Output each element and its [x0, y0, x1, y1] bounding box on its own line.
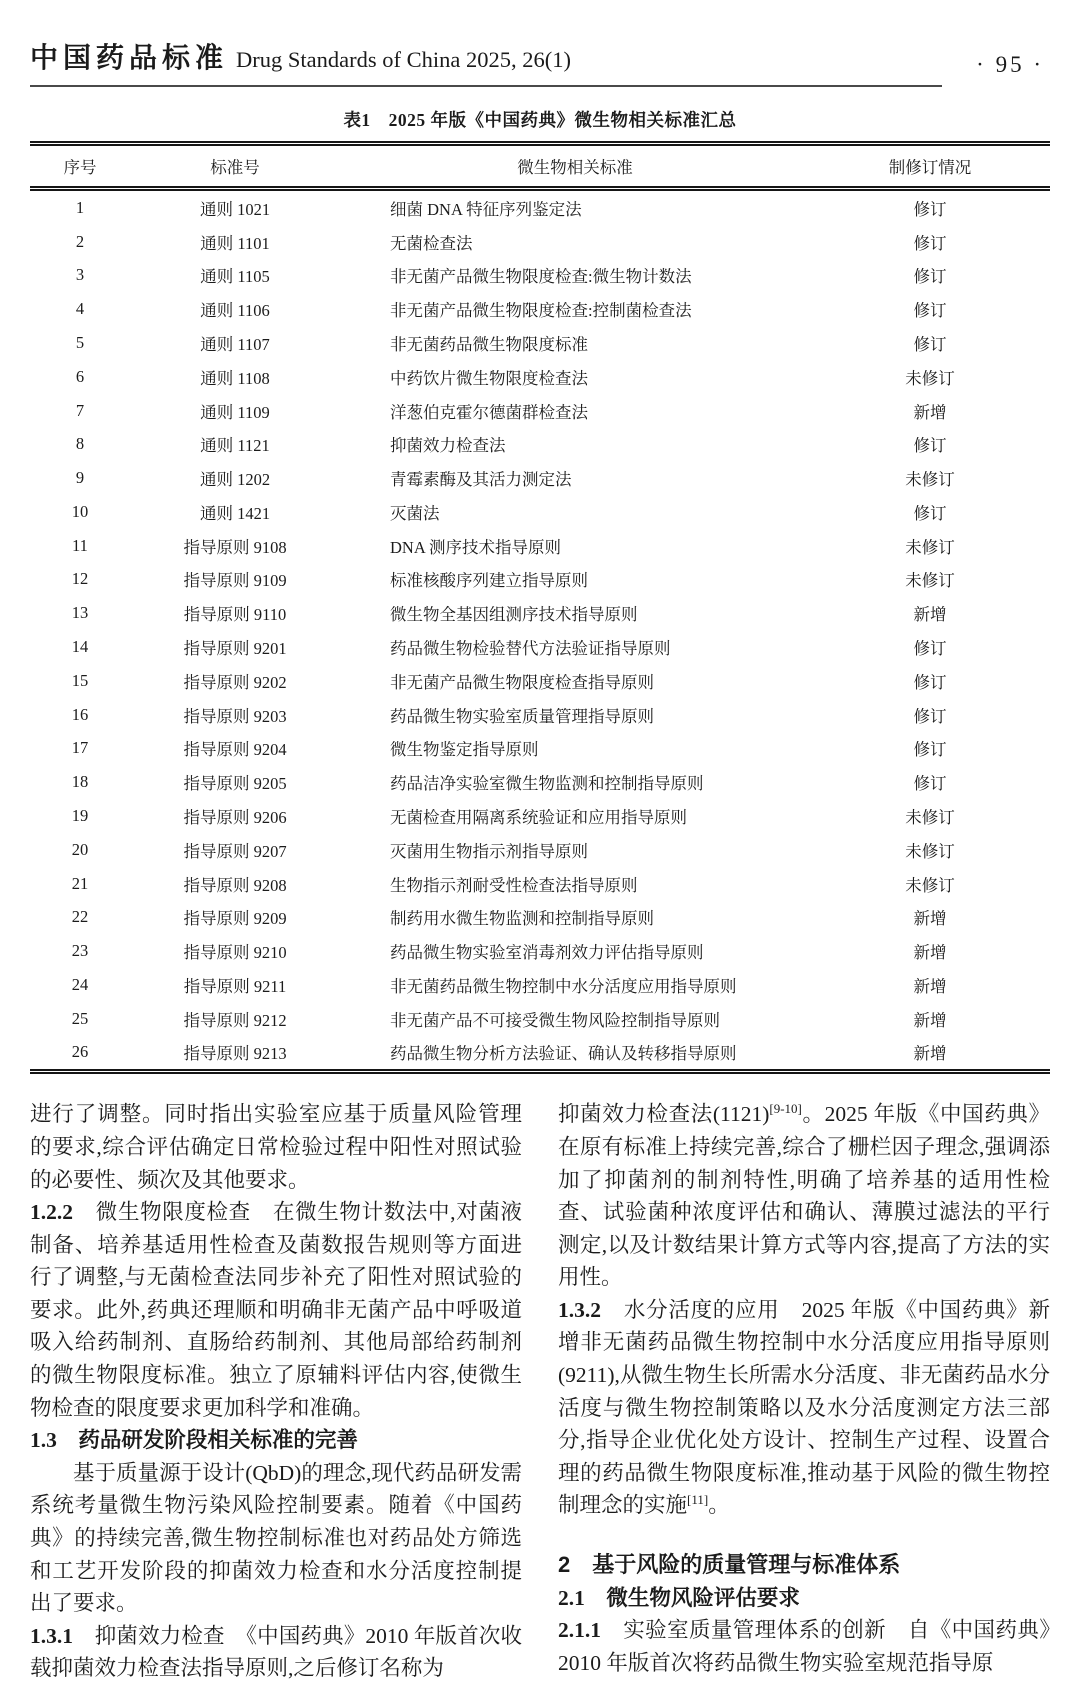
- cell-serial: 19: [71, 805, 89, 825]
- cell-standard-no: 通则 1421: [199, 503, 271, 523]
- cell-standard-no: 通则 1202: [199, 470, 271, 490]
- cell-standard-no: 通则 1021: [199, 199, 271, 219]
- text-run: 。: [708, 1493, 730, 1518]
- page-number: · 95 ·: [976, 52, 1044, 77]
- heading-number: 2.1: [558, 1585, 585, 1610]
- subsection-heading: [30, 1424, 522, 1457]
- cell-standard-name: DNA 测序技术指导原则: [390, 537, 561, 557]
- table-row: [30, 630, 1050, 664]
- cell-standard-name: 非无菌药品微生物控制中水分活度应用指导原则: [390, 976, 737, 996]
- cell-status: 未修订: [905, 537, 955, 557]
- cell-standard-no: 指导原则 9206: [183, 807, 287, 827]
- cell-serial: 13: [71, 603, 89, 623]
- heading-number: 1.3: [30, 1428, 57, 1453]
- cell-standard-no: 指导原则 9203: [183, 706, 287, 726]
- cell-standard-no: 指导原则 9110: [183, 605, 287, 625]
- table-row: [30, 799, 1050, 833]
- text-run: 进行了调整。同时指出实验室应基于质量风险管理的要求,综合评估确定日常检验过程中阳性对照试验的必要性、频次及其他要求。: [30, 1102, 522, 1192]
- cell-serial: 5: [75, 333, 85, 353]
- table-row: [30, 563, 1050, 597]
- table-row: [30, 326, 1050, 360]
- cell-standard-name: 青霉素酶及其活力测定法: [390, 470, 572, 490]
- table-row: [30, 259, 1050, 293]
- table-row: [30, 427, 1050, 461]
- cell-status: 新增: [913, 1010, 947, 1030]
- cell-serial: 12: [71, 569, 89, 589]
- cell-standard-name: 生物指示剂耐受性检查法指导原则: [390, 875, 638, 895]
- cell-standard-no: 通则 1101: [200, 233, 270, 253]
- cell-status: 未修订: [905, 470, 955, 490]
- table-row: [30, 1036, 1050, 1072]
- text-run: 抑菌效力检查法(1121): [558, 1102, 770, 1127]
- cell-standard-no: 通则 1121: [200, 436, 270, 456]
- cell-serial: 21: [71, 873, 89, 893]
- cell-status: 新增: [913, 943, 947, 963]
- cell-status: 修订: [913, 335, 947, 355]
- cell-standard-name: 非无菌产品微生物限度检查指导原则: [390, 672, 654, 692]
- journal-title-en: Drug Standards of China 2025, 26(1): [236, 47, 571, 72]
- cell-serial: 26: [71, 1042, 89, 1062]
- cell-standard-name: 无菌检查法: [390, 233, 473, 253]
- table-row: [30, 529, 1050, 563]
- cell-serial: 10: [71, 501, 89, 521]
- heading-number: 2: [558, 1552, 571, 1578]
- right-text-column: [558, 1098, 1050, 1685]
- table-row: [30, 833, 1050, 867]
- paragraph: [30, 1620, 522, 1685]
- cell-standard-no: 通则 1105: [200, 267, 270, 287]
- cell-serial: 3: [75, 265, 85, 285]
- cell-standard-no: 指导原则 9208: [183, 875, 287, 895]
- heading-number: 1.2.2: [30, 1200, 73, 1225]
- cell-standard-name: 灭菌用生物指示剂指导原则: [390, 841, 588, 861]
- cell-status: 未修订: [905, 875, 955, 895]
- cell-serial: 20: [71, 839, 89, 859]
- paragraph: [30, 1098, 522, 1196]
- cell-status: 新增: [913, 976, 947, 996]
- left-text-column: [30, 1098, 522, 1685]
- cell-serial: 18: [71, 772, 89, 792]
- cell-standard-no: 指导原则 9205: [183, 774, 287, 794]
- table-row: [30, 968, 1050, 1002]
- cell-standard-name: 非无菌产品不可接受微生物风险控制指导原则: [390, 1010, 720, 1030]
- cell-standard-no: 指导原则 9209: [183, 909, 287, 929]
- cell-standard-no: 指导原则 9109: [183, 571, 287, 591]
- table-row: [30, 934, 1050, 968]
- heading-number: 微生物风险评估要求: [584, 1585, 800, 1610]
- cell-standard-no: 通则 1108: [200, 368, 270, 388]
- cell-status: 未修订: [905, 571, 955, 591]
- cell-serial: 11: [72, 535, 88, 555]
- cell-status: 未修订: [905, 841, 955, 861]
- standards-table: [30, 141, 1050, 1074]
- cell-standard-name: 非无菌产品微生物限度检查:控制菌检查法: [390, 301, 692, 321]
- cell-status: 新增: [913, 1044, 947, 1064]
- cell-standard-name: 非无菌产品微生物限度检查:微生物计数法: [390, 267, 692, 287]
- cell-standard-name: 洋葱伯克霍尔德菌群检查法: [390, 402, 588, 422]
- table-row: [30, 189, 1050, 225]
- cell-serial: 7: [75, 400, 85, 420]
- cell-status: 新增: [913, 402, 947, 422]
- cell-standard-no: 指导原则 9108: [183, 537, 287, 557]
- table-row: [30, 698, 1050, 732]
- cell-status: 修订: [913, 436, 947, 456]
- cell-standard-name: 药品微生物实验室质量管理指导原则: [390, 706, 654, 726]
- cell-standard-name: 药品微生物实验室消毒剂效力评估指导原则: [390, 943, 704, 963]
- cell-serial: 22: [71, 907, 89, 927]
- table-row: [30, 765, 1050, 799]
- cell-status: 修订: [913, 740, 947, 760]
- cell-serial: 15: [71, 670, 89, 690]
- cell-serial: 17: [71, 738, 89, 758]
- cell-standard-name: 微生物全基因组测序技术指导原则: [390, 605, 638, 625]
- cell-status: 未修订: [905, 368, 955, 388]
- cell-status: 新增: [913, 605, 947, 625]
- cell-standard-name: 药品微生物检验替代方法验证指导原则: [390, 639, 671, 659]
- table-header-row: [30, 144, 1050, 189]
- heading-number: 2.1.1: [558, 1618, 601, 1643]
- journal-title-cn: 中国药品标准: [30, 43, 229, 74]
- table-row: [30, 394, 1050, 428]
- citation-superscript: [11]: [687, 1492, 709, 1508]
- cell-status: 修订: [913, 639, 947, 659]
- table-row: [30, 664, 1050, 698]
- heading-number: 基于风险的质量管理与标准体系: [570, 1552, 901, 1578]
- table-row: [30, 360, 1050, 394]
- table-row: [30, 900, 1050, 934]
- table-row: [30, 495, 1050, 529]
- cell-standard-name: 药品微生物分析方法验证、确认及转移指导原则: [390, 1044, 737, 1064]
- article-body: [30, 1098, 1050, 1685]
- table-row: [30, 596, 1050, 630]
- col-header-standard: 微生物相关标准: [340, 144, 810, 189]
- page-header: [30, 36, 1050, 87]
- cell-serial: 8: [75, 434, 85, 454]
- cell-status: 修订: [913, 267, 947, 287]
- cell-status: 修订: [913, 774, 947, 794]
- cell-serial: 6: [75, 366, 85, 386]
- text-run: 水分活度的应用 2025 年版《中国药典》新增非无菌药品微生物控制中水分活度应用指导原则(9211),从微生物生长所需水分活度、非无菌药品水分活度与微生物控制策略以及水分活度测定方法三部分,指导企业优化处方设计、控制生产过程、设置合理的药品微生物限度标准,推动基于风险的微生物控制理念的实施: [558, 1297, 1050, 1518]
- cell-serial: 24: [71, 974, 89, 994]
- cell-serial: 9: [75, 468, 85, 488]
- text-run: 抑菌效力检查 《中国药典》2010 年版首次收载抑菌效力检查法指导原则,之后修订名称为: [30, 1623, 522, 1681]
- cell-status: 修订: [913, 199, 947, 219]
- cell-standard-name: 细菌 DNA 特征序列鉴定法: [390, 199, 582, 219]
- heading-number: 药品研发阶段相关标准的完善: [56, 1428, 358, 1453]
- cell-serial: 23: [71, 941, 89, 961]
- cell-standard-no: 通则 1107: [200, 335, 270, 355]
- cell-status: 新增: [913, 909, 947, 929]
- text-run: 。2025 年版《中国药典》在原有标准上持续完善,综合了栅栏因子理念,强调添加了抑菌剂的制剂特性,明确了培养基的适用性检查、试验菌种浓度评估和确认、薄膜过滤法的平行测定,以及计数结果计算方式等内容,提高了方法的实用性。: [558, 1102, 1050, 1290]
- cell-standard-no: 通则 1109: [200, 402, 270, 422]
- paragraph: [558, 1098, 1050, 1294]
- cell-status: 修订: [913, 706, 947, 726]
- table-row: [30, 1002, 1050, 1036]
- cell-serial: 1: [75, 197, 85, 217]
- cell-standard-no: 指导原则 9202: [183, 672, 287, 692]
- cell-standard-no: 通则 1106: [200, 301, 270, 321]
- cell-standard-name: 灭菌法: [390, 503, 440, 523]
- paragraph: [558, 1614, 1050, 1679]
- cell-standard-no: 指导原则 9211: [183, 976, 287, 996]
- col-header-status: 制修订情况: [810, 144, 1050, 189]
- cell-serial: 4: [75, 299, 85, 319]
- cell-standard-name: 标准核酸序列建立指导原则: [390, 571, 588, 591]
- cell-standard-no: 指导原则 9204: [183, 740, 287, 760]
- paragraph: [30, 1457, 522, 1620]
- cell-standard-no: 指导原则 9207: [183, 841, 287, 861]
- table-row: [30, 867, 1050, 901]
- subsection-heading: [558, 1582, 1050, 1615]
- table-title: 表1 2025 年版《中国药典》微生物相关标准汇总: [343, 110, 737, 130]
- cell-standard-no: 指导原则 9201: [183, 639, 287, 659]
- text-run: 基于质量源于设计(QbD)的理念,现代药品研发需系统考量微生物污染风险控制要素。随着《中国药典》的持续完善,微生物控制标准也对药品处方筛选和工艺开发阶段的抑菌效力检查和水分活度控制提出了要求。: [30, 1460, 522, 1616]
- col-header-standard-no: 标准号: [130, 144, 340, 189]
- journal-title-block: [30, 36, 942, 87]
- paragraph: [30, 1196, 522, 1424]
- paragraph: [558, 1294, 1050, 1522]
- cell-status: 修订: [913, 672, 947, 692]
- cell-standard-no: 指导原则 9210: [183, 943, 287, 963]
- heading-number: 1.3.1: [30, 1623, 73, 1648]
- text-run: 实验室质量管理体系的创新 自《中国药典》2010 年版首次将药品微生物实验室规范指导原: [558, 1618, 1050, 1675]
- cell-standard-name: 非无菌药品微生物限度标准: [390, 335, 588, 355]
- cell-standard-no: 指导原则 9212: [183, 1010, 287, 1030]
- citation-superscript: [9-10]: [769, 1101, 802, 1117]
- cell-standard-name: 中药饮片微生物限度检查法: [390, 368, 588, 388]
- table-row: [30, 732, 1050, 766]
- cell-standard-name: 抑菌效力检查法: [390, 436, 506, 456]
- table-row: [30, 225, 1050, 259]
- cell-status: 未修订: [905, 807, 955, 827]
- cell-standard-name: 无菌检查用隔离系统验证和应用指导原则: [390, 807, 687, 827]
- cell-status: 修订: [913, 233, 947, 253]
- col-header-serial: 序号: [30, 144, 130, 189]
- cell-status: 修订: [913, 301, 947, 321]
- section-heading: [558, 1549, 1050, 1582]
- cell-standard-name: 药品洁净实验室微生物监测和控制指导原则: [390, 774, 704, 794]
- heading-number: 1.3.2: [558, 1297, 601, 1322]
- cell-status: 修订: [913, 503, 947, 523]
- cell-standard-no: 指导原则 9213: [183, 1044, 287, 1064]
- cell-standard-name: 制药用水微生物监测和控制指导原则: [390, 909, 654, 929]
- cell-standard-name: 微生物鉴定指导原则: [390, 740, 539, 760]
- cell-serial: 2: [75, 231, 85, 251]
- cell-serial: 25: [71, 1008, 89, 1028]
- cell-serial: 14: [71, 637, 89, 657]
- table-row: [30, 461, 1050, 495]
- table-row: [30, 292, 1050, 326]
- cell-serial: 16: [71, 704, 89, 724]
- text-run: 微生物限度检查 在微生物计数法中,对菌液制备、培养基适用性检查及菌数报告规则等方面进行了调整,与无菌检查法同步补充了阳性对照试验的要求。此外,药典还理顺和明确非无菌产品中呼吸道吸入给药制剂、直肠给药制剂、其他局部给药制剂的微生物限度标准。独立了原辅料评估内容,使微生物检查的限度要求更加科学和准确。: [30, 1200, 522, 1420]
